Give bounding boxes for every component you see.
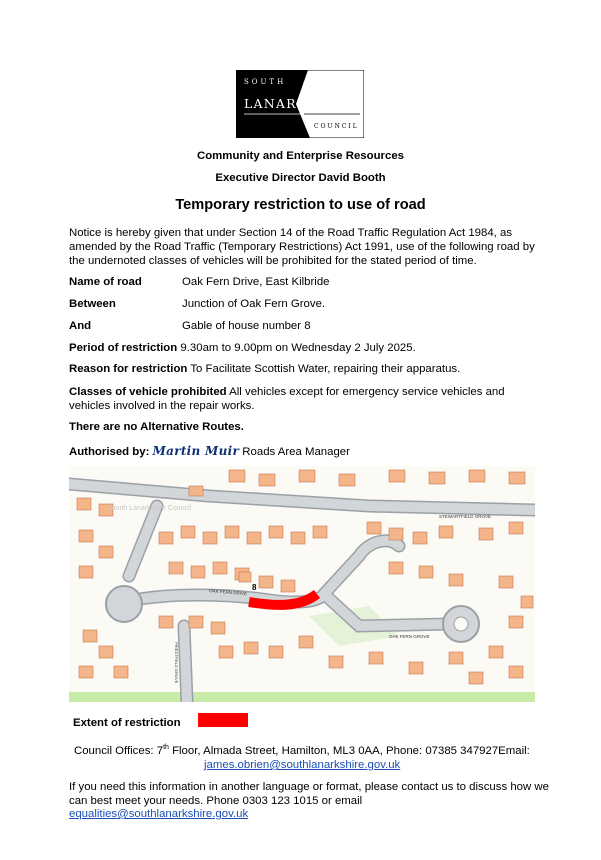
map-label-oakfern-drive: OAK FERN DRIVE xyxy=(208,588,248,597)
authorised-label: Authorised by: xyxy=(69,446,150,458)
logo-line-1: SOUTH xyxy=(244,78,287,86)
contact-email-link[interactable]: james.obrien@southlanarkshire.gov.uk xyxy=(204,759,401,771)
authorised-role: Roads Area Manager xyxy=(242,446,350,458)
map-watermark: South Lanarkshire Council xyxy=(109,505,192,512)
page-title: Temporary restriction to use of road xyxy=(175,197,426,213)
map-label-priestfield: PRIESTFIELD GROVE xyxy=(174,642,179,684)
council-offices xyxy=(74,744,530,757)
map-label-oakfern-grove: OAK FERN GROVE xyxy=(389,634,430,639)
period-label: Period of restriction xyxy=(69,342,178,354)
offices-post: Floor, Almada Street, Hamilton, ML3 0AA, Phone: 07385 347927Email: xyxy=(168,744,530,757)
classes-label: Classes of vehicle prohibited xyxy=(69,386,227,398)
authorised-row xyxy=(69,444,350,458)
map-label-stewartfield: STEWARTFIELD GROVE xyxy=(439,514,492,519)
and-label: And xyxy=(69,320,92,332)
notice-paragraph: Notice is hereby given that under Section 14 of the Road Traffic Regulation Act 1984, as amended by the Road Traffic (Temporary Restrictions) Act 1991, use of the following road by the undernoted classes of vehicles will be prohibited for the stated period of time. xyxy=(69,227,535,267)
reason-label: Reason for restriction xyxy=(69,363,188,375)
between-value: Junction of Oak Fern Grove. xyxy=(182,298,326,310)
reason-value: To Facilitate Scottish Water, repairing their apparatus. xyxy=(190,363,461,375)
road-value: Oak Fern Drive, East Kilbride xyxy=(182,276,330,288)
road-label: Name of road xyxy=(69,276,142,288)
alternative-routes: There are no Alternative Routes. xyxy=(69,421,244,433)
offices-pre: Council Offices: 7 xyxy=(74,744,164,757)
period-value: 9.30am to 9.00pm on Wednesday 2 July 2025. xyxy=(180,342,416,354)
signature: Martin Muir xyxy=(152,444,240,458)
map-green-strip xyxy=(69,692,535,702)
director-heading: Executive Director David Booth xyxy=(215,172,386,184)
and-value: Gable of house number 8 xyxy=(182,320,311,332)
legend-label: Extent of restriction xyxy=(73,717,181,729)
legend-swatch xyxy=(198,713,248,727)
map-cul-de-sac-1 xyxy=(106,586,142,622)
classes-value: All vehicles except for emergency service vehicles and vehicles involved in the repair works. xyxy=(69,386,505,412)
reason-row xyxy=(69,363,460,377)
department-heading: Community and Enterprise Resources xyxy=(197,150,404,162)
south-lanarkshire-council-logo xyxy=(236,70,364,138)
road-row xyxy=(69,276,330,290)
restriction-map xyxy=(69,466,535,702)
between-row xyxy=(69,298,326,312)
logo-line-2: LANARKSHIRE xyxy=(244,96,357,111)
equalities-email-link[interactable]: equalities@southlanarkshire.gov.uk xyxy=(69,808,249,820)
offices-sup: th xyxy=(163,744,169,751)
and-row xyxy=(69,320,311,334)
period-row xyxy=(69,342,416,356)
between-label: Between xyxy=(69,298,116,310)
classes-row xyxy=(69,385,539,413)
map-house-number: 8 xyxy=(252,583,257,592)
logo-line-3: COUNCIL xyxy=(314,123,359,130)
accessibility-note: If you need this information in another language or format, please contact us to discuss how we can best meet your needs. Phone 0303 123 1015 or email xyxy=(69,781,549,807)
